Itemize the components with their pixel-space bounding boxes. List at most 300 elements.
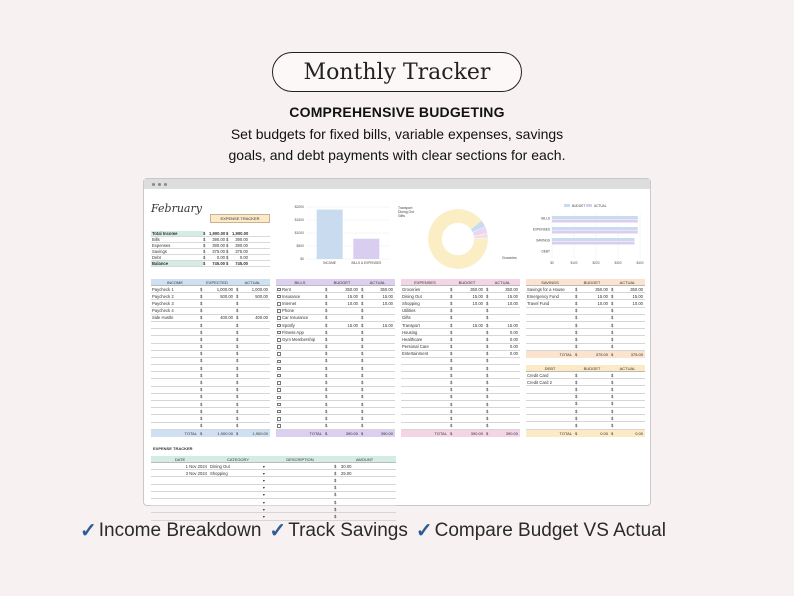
income-row[interactable]: [151, 351, 270, 358]
bills-row[interactable]: [276, 423, 395, 430]
dropdown-arrow-icon[interactable]: ▾: [262, 499, 265, 505]
savings-budget: 15.00: [597, 293, 608, 299]
savings-table: [526, 279, 645, 358]
legend-label: BUDGET: [572, 203, 586, 208]
expenses-item-name: [401, 294, 449, 299]
currency-symbol: $: [486, 322, 489, 328]
income-row[interactable]: [151, 315, 270, 322]
expenses-row[interactable]: [401, 387, 520, 394]
expenses-row[interactable]: [401, 308, 520, 315]
tracker-category-select[interactable]: [209, 500, 267, 505]
income-expected: 1,000.00: [216, 286, 233, 292]
tracker-row[interactable]: [151, 492, 396, 499]
currency-symbol: $: [325, 300, 328, 306]
currency-symbol: $: [450, 344, 453, 350]
income-row[interactable]: [151, 293, 270, 300]
income-row[interactable]: [151, 322, 270, 329]
expenses-row[interactable]: [401, 300, 520, 307]
expenses-column-header: ACTUAL: [494, 279, 511, 285]
savings-row[interactable]: [526, 300, 645, 307]
income-total-label: TOTAL: [184, 430, 197, 436]
savings-row[interactable]: [526, 286, 645, 293]
slice-label: Groceries: [502, 256, 517, 260]
currency-symbol: $: [236, 293, 239, 299]
income-row[interactable]: [151, 423, 270, 430]
bills-item-name: [276, 380, 324, 385]
savings-item-label: Savings for a House: [527, 286, 565, 292]
savings-item-name: [526, 287, 574, 292]
debt-row[interactable]: [526, 422, 645, 429]
tracker-row[interactable]: [151, 477, 396, 484]
income-row[interactable]: [151, 415, 270, 422]
expenses-row[interactable]: [401, 408, 520, 415]
currency-symbol: $: [611, 344, 614, 350]
savings-column-header: BUDGET: [583, 279, 601, 285]
savings-total-label: TOTAL: [559, 351, 572, 357]
spreadsheet-window: [143, 178, 651, 519]
savings-row[interactable]: [526, 322, 645, 329]
bills-budget: 15.00: [347, 293, 358, 299]
currency-symbol: $: [361, 322, 364, 328]
expenses-row[interactable]: [401, 394, 520, 401]
currency-symbol: $: [575, 344, 578, 350]
expenses-row[interactable]: [401, 358, 520, 365]
feature-label: Track Savings: [288, 519, 408, 541]
currency-symbol: $: [611, 322, 614, 328]
dropdown-arrow-icon[interactable]: ▾: [262, 470, 265, 476]
income-row[interactable]: [151, 329, 270, 336]
bills-row[interactable]: [276, 358, 395, 365]
legend-label: ACTUAL: [594, 203, 607, 208]
income-row[interactable]: [151, 408, 270, 415]
checkbox[interactable]: [277, 388, 281, 392]
savings-row[interactable]: [526, 315, 645, 322]
bills-item-name: [276, 423, 324, 428]
currency-symbol: $: [361, 351, 364, 357]
tracker-row[interactable]: [151, 506, 396, 513]
income-row[interactable]: [151, 308, 270, 315]
income-row[interactable]: [151, 358, 270, 365]
summary-expected: 390.00: [212, 237, 225, 242]
debt-row[interactable]: [526, 394, 645, 401]
currency-symbol: $: [361, 408, 364, 414]
bar: [552, 216, 638, 219]
currency-symbol: $: [611, 379, 614, 385]
expenses-item-label: Healthcare: [402, 336, 423, 342]
bills-item-name: [276, 351, 324, 356]
expenses-budget: 10.00: [472, 300, 483, 306]
x-tick-label: $0: [550, 261, 554, 265]
savings-budget: 350.00: [595, 286, 608, 292]
debt-row[interactable]: [526, 415, 645, 422]
currency-symbol: $: [450, 430, 453, 436]
bills-item-label: Phone: [282, 308, 295, 314]
checkbox[interactable]: [277, 338, 281, 342]
checkbox[interactable]: [277, 410, 281, 414]
checkbox[interactable]: [277, 374, 281, 378]
bills-item-name: [276, 323, 324, 328]
income-vs-bills-chart: [286, 201, 394, 273]
expenses-budget: 350.00: [470, 286, 483, 292]
income-total-expected: 1,900.00: [217, 430, 233, 436]
currency-symbol: $: [325, 415, 328, 421]
currency-symbol: $: [200, 336, 203, 342]
currency-symbol: $: [575, 379, 578, 385]
y-tick-label: $500: [296, 244, 304, 249]
currency-symbol: $: [236, 286, 239, 292]
y-tick-label: EXPENSES: [532, 227, 550, 232]
income-item-name: [151, 308, 199, 313]
expenses-row[interactable]: [401, 379, 520, 386]
summary-label: Expenses: [152, 243, 171, 248]
summary-table: [151, 231, 270, 267]
expenses-item-label: Housing: [402, 329, 418, 335]
checkbox[interactable]: [277, 316, 281, 320]
currency-symbol: $: [611, 401, 614, 407]
income-item-name: [151, 301, 199, 306]
currency-symbol: $: [203, 237, 206, 242]
bills-row[interactable]: [276, 379, 395, 386]
currency-symbol: $: [325, 293, 328, 299]
bills-column-header: BILLS: [294, 279, 306, 285]
currency-symbol: $: [611, 293, 614, 299]
savings-row[interactable]: [526, 308, 645, 315]
currency-symbol: $: [236, 408, 239, 414]
currency-symbol: $: [450, 408, 453, 414]
expenses-row[interactable]: [401, 293, 520, 300]
expenses-item-label: Utilities: [402, 308, 416, 314]
checkbox[interactable]: [277, 288, 281, 292]
currency-symbol: $: [325, 315, 328, 321]
tracker-category-select[interactable]: [209, 492, 267, 497]
bills-total-label: TOTAL: [309, 430, 322, 436]
checkbox[interactable]: [277, 424, 281, 428]
debt-row[interactable]: [526, 386, 645, 393]
page-title: Monthly Tracker: [303, 59, 491, 85]
bills-row[interactable]: [276, 408, 395, 415]
checkbox[interactable]: [277, 309, 281, 313]
summary-label: Debt: [152, 255, 161, 260]
currency-symbol: $: [486, 380, 489, 386]
expense-tracker-button[interactable]: EXPENSE TRACKER: [210, 214, 270, 223]
expenses-row[interactable]: [401, 322, 520, 329]
currency-symbol: $: [203, 249, 206, 254]
checkbox[interactable]: [277, 381, 281, 385]
currency-symbol: $: [450, 322, 453, 328]
y-tick-label: $0: [300, 257, 304, 262]
currency-symbol: $: [200, 322, 203, 328]
currency-symbol: $: [486, 415, 489, 421]
expenses-row[interactable]: [401, 315, 520, 322]
currency-symbol: $: [361, 286, 364, 292]
checkbox[interactable]: [277, 403, 281, 407]
currency-symbol: $: [325, 286, 328, 292]
donut-slice: [428, 209, 488, 269]
currency-symbol: $: [361, 387, 364, 393]
expenses-row[interactable]: [401, 423, 520, 430]
tracker-date[interactable]: 3 Nov 2024: [185, 470, 207, 476]
savings-row[interactable]: [526, 329, 645, 336]
expenses-item-name: [401, 344, 449, 349]
bills-row[interactable]: [276, 308, 395, 315]
currency-symbol: $: [226, 237, 229, 242]
bills-row[interactable]: [276, 387, 395, 394]
currency-symbol: $: [334, 499, 337, 505]
currency-symbol: $: [361, 336, 364, 342]
checkbox[interactable]: [277, 324, 281, 328]
tracker-row[interactable]: [151, 463, 396, 470]
currency-symbol: $: [200, 365, 203, 371]
currency-symbol: $: [450, 300, 453, 306]
currency-symbol: $: [236, 380, 239, 386]
currency-symbol: $: [450, 365, 453, 371]
tracker-row[interactable]: [151, 499, 396, 506]
dropdown-arrow-icon[interactable]: ▾: [262, 506, 265, 512]
expenses-row[interactable]: [401, 336, 520, 343]
bills-item-label: Gym Membership: [282, 336, 316, 342]
bills-column-header: BUDGET: [333, 279, 351, 285]
tracker-date[interactable]: 1 Nov 2024: [185, 463, 207, 469]
tracker-category-select[interactable]: [209, 478, 267, 483]
currency-symbol: $: [325, 365, 328, 371]
bills-row[interactable]: [276, 351, 395, 358]
debt-item-label: Credit Card: [527, 372, 549, 378]
currency-symbol: $: [200, 401, 203, 407]
summary-actual: 390.00: [235, 243, 248, 248]
checkbox[interactable]: [277, 360, 281, 364]
bills-item-label: Spotify: [282, 322, 295, 328]
currency-symbol: $: [486, 408, 489, 414]
bills-row[interactable]: [276, 315, 395, 322]
currency-symbol: $: [236, 336, 239, 342]
bills-row[interactable]: [276, 415, 395, 422]
x-tick-label: $300: [614, 261, 622, 265]
income-item-label: Paycheck 3: [152, 300, 174, 306]
debt-row[interactable]: [526, 401, 645, 408]
summary-row: [151, 261, 270, 267]
dropdown-arrow-icon[interactable]: ▾: [262, 492, 265, 498]
bills-total-budget: 390.00: [345, 430, 358, 436]
debt-total-row: [526, 430, 645, 437]
expenses-row[interactable]: [401, 351, 520, 358]
debt-row[interactable]: [526, 379, 645, 386]
currency-symbol: $: [486, 387, 489, 393]
bills-row[interactable]: [276, 336, 395, 343]
expenses-row[interactable]: [401, 372, 520, 379]
income-row[interactable]: [151, 379, 270, 386]
currency-symbol: $: [611, 386, 614, 392]
checkbox[interactable]: [277, 396, 281, 400]
currency-symbol: $: [200, 394, 203, 400]
bills-budget: 15.00: [347, 322, 358, 328]
summary-expected: 0.00: [216, 255, 225, 260]
expenses-table: [401, 279, 520, 437]
savings-item-label: Emergency Fund: [527, 293, 559, 299]
bills-budget: 10.00: [347, 300, 358, 306]
checkmark-icon: ✓: [269, 520, 287, 542]
x-tick-label: $400: [636, 261, 644, 265]
currency-symbol: $: [200, 358, 203, 364]
expenses-row[interactable]: [401, 329, 520, 336]
summary-label: Balance: [151, 261, 203, 266]
expenses-item-label: Shopping: [402, 300, 420, 306]
currency-symbol: $: [200, 423, 203, 429]
tracker-category-select[interactable]: [209, 471, 267, 476]
currency-symbol: $: [334, 513, 337, 519]
currency-symbol: $: [611, 329, 614, 335]
bills-row[interactable]: [276, 344, 395, 351]
slice-label: Gifts: [398, 214, 405, 218]
savings-row[interactable]: [526, 344, 645, 351]
y-tick-label: SAVINGS: [536, 238, 550, 243]
debt-row[interactable]: [526, 372, 645, 379]
currency-symbol: $: [236, 300, 239, 306]
savings-actual: 350.00: [630, 286, 643, 292]
expenses-actual: 15.00: [507, 293, 518, 299]
expenses-item-label: Dining Out: [402, 293, 422, 299]
savings-row[interactable]: [526, 336, 645, 343]
currency-symbol: $: [236, 430, 239, 436]
income-row[interactable]: [151, 401, 270, 408]
bills-item-label: Insurance: [282, 293, 301, 299]
dropdown-arrow-icon[interactable]: ▾: [262, 485, 265, 491]
checkbox[interactable]: [277, 367, 281, 371]
bills-row[interactable]: [276, 394, 395, 401]
debt-row[interactable]: [526, 408, 645, 415]
debt-item-name: [526, 380, 574, 385]
bills-item-name: [276, 416, 324, 421]
income-row[interactable]: [151, 394, 270, 401]
checkbox[interactable]: [277, 295, 281, 299]
income-row[interactable]: [151, 387, 270, 394]
tracker-category-select[interactable]: [209, 507, 267, 512]
expenses-row[interactable]: [401, 401, 520, 408]
checkmark-icon: ✓: [415, 520, 433, 542]
expense-donut-chart: [396, 203, 518, 275]
currency-symbol: $: [575, 329, 578, 335]
debt-item-label: Credit Card 2: [527, 379, 552, 385]
expenses-column-header: BUDGET: [458, 279, 476, 285]
y-tick-label: DEBT: [541, 249, 550, 254]
dropdown-arrow-icon[interactable]: ▾: [262, 463, 265, 469]
bills-row[interactable]: [276, 300, 395, 307]
income-row[interactable]: [151, 286, 270, 293]
expenses-item-label: Personal Care: [402, 344, 429, 350]
tracker-category-select[interactable]: [209, 485, 267, 490]
currency-symbol: $: [611, 308, 614, 314]
tracker-category-select[interactable]: [209, 464, 267, 469]
income-row[interactable]: [151, 336, 270, 343]
savings-row[interactable]: [526, 293, 645, 300]
expenses-actual: 15.00: [507, 322, 518, 328]
currency-symbol: $: [236, 415, 239, 421]
expenses-row[interactable]: [401, 344, 520, 351]
dropdown-arrow-icon[interactable]: ▾: [262, 513, 265, 519]
currency-symbol: $: [236, 401, 239, 407]
x-tick-label: INCOME: [323, 261, 337, 265]
checkbox[interactable]: [277, 417, 281, 421]
currency-symbol: $: [226, 243, 229, 248]
month-title: February: [151, 202, 202, 215]
bills-row[interactable]: [276, 365, 395, 372]
income-row[interactable]: [151, 372, 270, 379]
bills-total-actual: 390.00: [380, 430, 393, 436]
currency-symbol: $: [450, 308, 453, 314]
income-total-row: [151, 430, 270, 437]
savings-total-row: [526, 351, 645, 358]
expenses-item-label: Gifts: [402, 315, 411, 321]
checkbox[interactable]: [277, 302, 281, 306]
bar: [552, 238, 635, 241]
currency-symbol: $: [611, 351, 614, 357]
expenses-row[interactable]: [401, 415, 520, 422]
description-line-2: goals, and debt payments with clear sections for each.: [228, 147, 566, 163]
feature-label: Income Breakdown: [98, 519, 262, 541]
currency-symbol: $: [361, 329, 364, 335]
expense-tracker-title: EXPENSE TRACKER: [153, 446, 193, 451]
currency-symbol: $: [361, 372, 364, 378]
income-header-row: [151, 279, 270, 286]
currency-symbol: $: [325, 322, 328, 328]
expenses-row[interactable]: [401, 286, 520, 293]
checkbox[interactable]: [277, 345, 281, 349]
currency-symbol: $: [450, 387, 453, 393]
expenses-item-name: [401, 351, 449, 356]
currency-symbol: $: [575, 300, 578, 306]
tracker-row[interactable]: [151, 485, 396, 492]
income-row[interactable]: [151, 365, 270, 372]
currency-symbol: $: [334, 463, 337, 469]
expenses-row[interactable]: [401, 365, 520, 372]
currency-symbol: $: [200, 315, 203, 321]
currency-symbol: $: [575, 408, 578, 414]
debt-column-header: ACTUAL: [619, 365, 636, 371]
expenses-actual: 0.00: [509, 344, 518, 350]
bills-row[interactable]: [276, 372, 395, 379]
currency-symbol: $: [334, 470, 337, 476]
bills-row[interactable]: [276, 322, 395, 329]
checkbox[interactable]: [277, 352, 281, 356]
currency-symbol: $: [325, 351, 328, 357]
window-dot-icon: [158, 183, 161, 186]
tracker-amount[interactable]: 25.00: [341, 470, 352, 476]
income-item-name: [151, 315, 199, 320]
bills-row[interactable]: [276, 293, 395, 300]
tracker-category: Shopping: [210, 470, 228, 476]
bills-actual: 10.00: [382, 300, 393, 306]
debt-total-label: TOTAL: [559, 430, 572, 436]
currency-symbol: $: [611, 394, 614, 400]
bills-row[interactable]: [276, 286, 395, 293]
income-item-label: Paycheck 2: [152, 293, 174, 299]
income-actual: 400.00: [255, 315, 268, 321]
expenses-total-actual: 390.00: [505, 430, 518, 436]
currency-symbol: $: [236, 394, 239, 400]
currency-symbol: $: [361, 415, 364, 421]
currency-symbol: $: [486, 300, 489, 306]
dropdown-arrow-icon[interactable]: ▾: [262, 477, 265, 483]
income-row[interactable]: [151, 300, 270, 307]
expenses-item-label: Groceries: [402, 286, 421, 292]
currency-symbol: $: [236, 322, 239, 328]
tracker-amount[interactable]: 30.00: [341, 463, 352, 469]
checkbox[interactable]: [277, 331, 281, 335]
tracker-row[interactable]: [151, 470, 396, 477]
bills-row[interactable]: [276, 401, 395, 408]
currency-symbol: $: [226, 261, 229, 266]
bills-row[interactable]: [276, 329, 395, 336]
income-row[interactable]: [151, 344, 270, 351]
